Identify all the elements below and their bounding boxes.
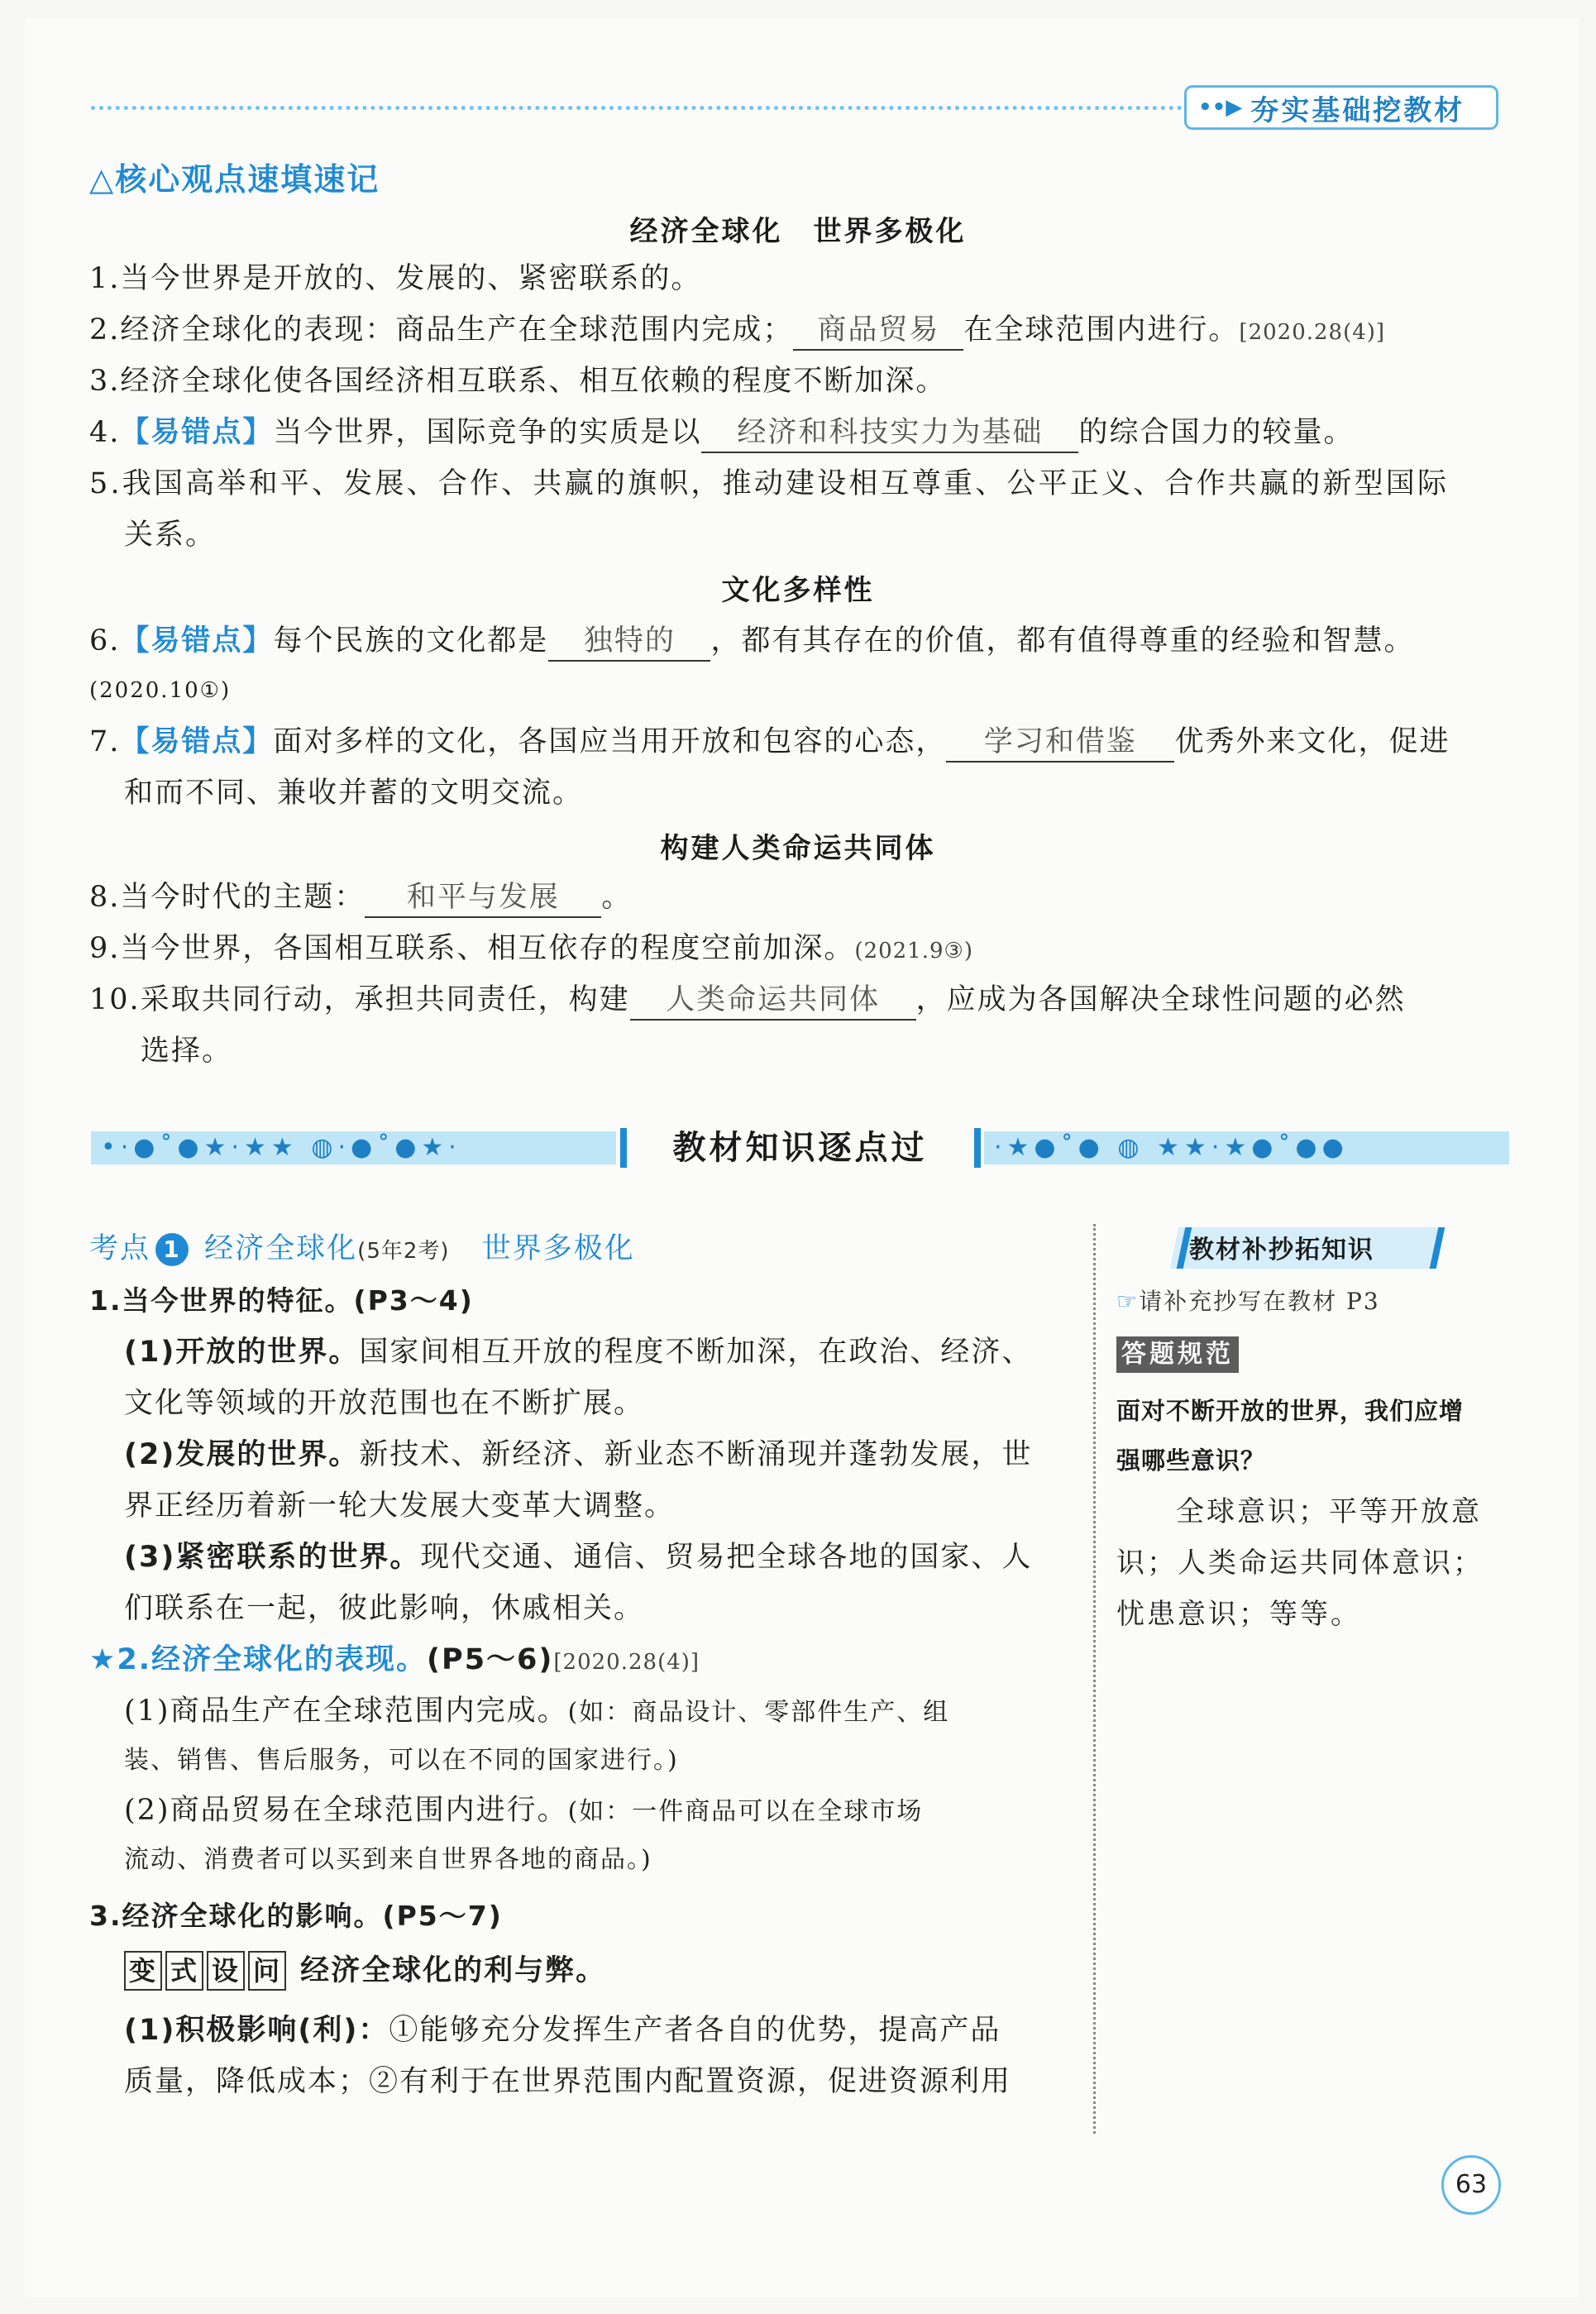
point-2a-text: (1)商品生产在全球范围内完成。 (124, 1695, 568, 1728)
side-answer: 全球意识；平等开放意 (1176, 1495, 1482, 1528)
point-3-title: 3.经济全球化的影响。(P5～7) (89, 1900, 503, 1932)
side-answer-cont: 忧患意识；等等。 (1116, 1598, 1361, 1631)
point-3a-head: (1)积极影响(利)： (124, 2014, 389, 2047)
item-1: 1.当今世界是开放的、发展的、紧密联系的。 (89, 262, 702, 295)
item-2 (89, 304, 1385, 358)
item-8 (89, 872, 632, 923)
kaodian-number: 1 (155, 1233, 189, 1266)
point-2b-cont: 流动、消费者可以买到来自世界各地的商品。) (124, 1845, 652, 1874)
point-3a-cont: 质量，降低成本；②有利于在世界范围内配置资源，促进资源利用 (124, 2065, 1012, 2098)
point-3a (124, 2005, 1001, 2056)
item-5-cont: 关系。 (124, 519, 217, 552)
star-icon: ★ (89, 1643, 117, 1676)
variant-box-char: 式 (165, 1951, 203, 1991)
variant-box-char: 变 (124, 1951, 162, 1991)
kaodian-topic-1: 经济全球化 (204, 1232, 358, 1265)
item-8-text: 8.当今时代的主题： (89, 881, 366, 914)
item-6-ref: (2020.10①) (89, 678, 232, 703)
section-title: △核心观点速填速记 (89, 161, 380, 198)
item-4-num: 4. (89, 416, 121, 449)
item-2-text-b: 在全球范围内进行。 (963, 313, 1240, 347)
pointing-hand-icon: ☞ (1116, 1288, 1140, 1315)
item-7-cont: 和而不同、兼收并蓄的文明交流。 (124, 777, 584, 810)
item-2-text: 2.经济全球化的表现：商品生产在全球范围内完成； (89, 313, 794, 347)
item-10-cont: 选择。 (141, 1035, 233, 1068)
kaodian-topic-2: 世界多极化 (481, 1232, 635, 1265)
page-number: 63 (1441, 2155, 1501, 2215)
item-6-num: 6. (89, 624, 121, 657)
point-1a (124, 1327, 1032, 1378)
item-4-fill: 经济和科技实力为基础 (701, 414, 1078, 453)
point-1-title: 1.当今世界的特征。(P3～4) (89, 1284, 474, 1317)
item-5: 5.我国高举和平、发展、合作、共赢的旗帜，推动建设相互尊重、公平正义、合作共赢的新型国际 (89, 467, 1450, 500)
point-1b (124, 1429, 1032, 1480)
item-7-text-b: 优秀外来文化，促进 (1174, 725, 1450, 758)
item-2-fill: 商品贸易 (793, 311, 963, 351)
point-3a-text: ①能够充分发挥生产者各自的优势，提高产品 (389, 2014, 1001, 2047)
point-1a-cont: 文化等领域的开放范围也在不断扩展。 (124, 1387, 645, 1420)
item-7-fill: 学习和借鉴 (946, 723, 1174, 763)
point-1b-text: 新技术、新经济、新业态不断涌现并蓬勃发展，世 (359, 1438, 1033, 1471)
side-answer-cont: 识；人类命运共同体意识； (1116, 1547, 1484, 1580)
error-prone-tag: 【易错点】 (120, 624, 274, 657)
point-2-ref: [2020.28(4)] (553, 1650, 700, 1675)
column-divider (1093, 1224, 1096, 2134)
item-10-text: 10.采取共同行动，承担共同责任，构建 (89, 983, 630, 1016)
point-1a-head: (1)开放的世界。 (124, 1336, 360, 1369)
kaodian-frequency: (5年2考) (357, 1239, 450, 1264)
subheading-globalization: 经济全球化 世界多极化 (629, 215, 967, 248)
point-1c-text: 现代交通、通信、贸易把全球各地的国家、人 (420, 1541, 1033, 1574)
side-hint-text: 请补充抄写在教材 P3 (1139, 1288, 1380, 1315)
kaodian-title (89, 1226, 635, 1267)
variant-question (124, 1945, 606, 1996)
item-9-ref: (2021.9③) (854, 939, 973, 963)
header-badge-label: 夯实基础挖教材 (1250, 93, 1465, 127)
item-4 (89, 407, 1354, 458)
item-6-text: 每个民族的文化都是 (273, 624, 549, 657)
point-2b-text: (2)商品贸易在全球范围内进行。 (124, 1794, 568, 1827)
band-title: 教材知识逐点过 (672, 1129, 928, 1167)
item-8-text-b: 。 (601, 881, 633, 914)
item-9-text: 9.当今世界，各国相互联系、相互依存的程度空前加深。 (89, 932, 855, 965)
item-7 (89, 716, 1450, 767)
item-7-num: 7. (89, 725, 121, 758)
point-1b-cont: 界正经历着新一轮大发展大变革大调整。 (124, 1489, 676, 1523)
kaodian-label: 考点 (89, 1232, 151, 1265)
band-decoration-left: •·●˚●★·★★ ◍·●˚●★· (91, 1131, 616, 1164)
point-2a (124, 1685, 949, 1738)
point-2b (124, 1785, 923, 1838)
variant-box-char: 设 (207, 1951, 245, 1991)
point-2a-cont: 装、销售、售后服务，可以在不同的国家进行。) (124, 1746, 679, 1775)
point-2-title (89, 1634, 700, 1688)
item-6 (89, 615, 1414, 667)
item-9 (89, 923, 973, 977)
band-bar-right (974, 1128, 981, 1168)
item-6-fill: 独特的 (548, 622, 710, 662)
item-6-text-b: ，都有其存在的价值，都有值得尊重的经验和智慧。 (710, 624, 1415, 657)
error-prone-tag: 【易错点】 (120, 725, 274, 758)
side-question-cont: 强哪些意识？ (1116, 1446, 1266, 1475)
variant-box-char: 问 (248, 1951, 286, 1991)
item-10-text-b: ，应成为各国解决全球性问题的必然 (915, 983, 1406, 1016)
point-1c (124, 1532, 1032, 1583)
side-title: 教材补抄拓知识 (1189, 1236, 1374, 1265)
band-decoration-right: ·★●˚● ◍ ★★·★●˚●● (984, 1131, 1509, 1164)
point-2a-example: (如：商品设计、零部件生产、组 (567, 1698, 950, 1727)
answer-norm-badge: 答题规范 (1116, 1336, 1239, 1373)
item-4-text-b: 的综合国力的较量。 (1078, 416, 1355, 449)
side-hint (1116, 1284, 1380, 1317)
subheading-culture: 文化多样性 (721, 574, 875, 607)
subheading-community: 构建人类命运共同体 (660, 832, 936, 865)
point-1c-head: (3)紧密联系的世界。 (124, 1541, 421, 1574)
point-2-pages: (P5～6) (427, 1643, 554, 1676)
item-4-text: 当今世界，国际竞争的实质是以 (273, 416, 702, 449)
item-7-text: 面对多样的文化，各国应当用开放和包容的心态， (273, 725, 947, 758)
header-badge (1184, 85, 1498, 130)
item-10 (89, 974, 1406, 1026)
band-bar-left (620, 1128, 627, 1168)
item-2-ref: [2020.28(4)] (1239, 320, 1386, 345)
header-dotted-line (91, 106, 1183, 110)
item-10-fill: 人类命运共同体 (630, 981, 916, 1021)
section-band (91, 1125, 1509, 1171)
side-question: 面对不断开放的世界，我们应增 (1116, 1397, 1465, 1425)
item-3: 3.经济全球化使各国经济相互联系、相互依赖的程度不断加深。 (89, 365, 947, 398)
error-prone-tag: 【易错点】 (120, 416, 274, 449)
point-2b-example: (如：一件商品可以在全球市场 (567, 1797, 924, 1826)
arrow-icon: ••▶ (1198, 95, 1243, 120)
point-1c-cont: 们联系在一起，彼此影响，休戚相关。 (124, 1592, 645, 1625)
point-1a-text: 国家间相互开放的程度不断加深，在政治、经济、 (359, 1336, 1033, 1369)
item-8-fill: 和平与发展 (365, 878, 601, 918)
point-2-heading: 2.经济全球化的表现。 (117, 1643, 428, 1676)
variant-question-text: 经济全球化的利与弊。 (300, 1954, 607, 1987)
point-1b-head: (2)发展的世界。 (124, 1438, 360, 1471)
